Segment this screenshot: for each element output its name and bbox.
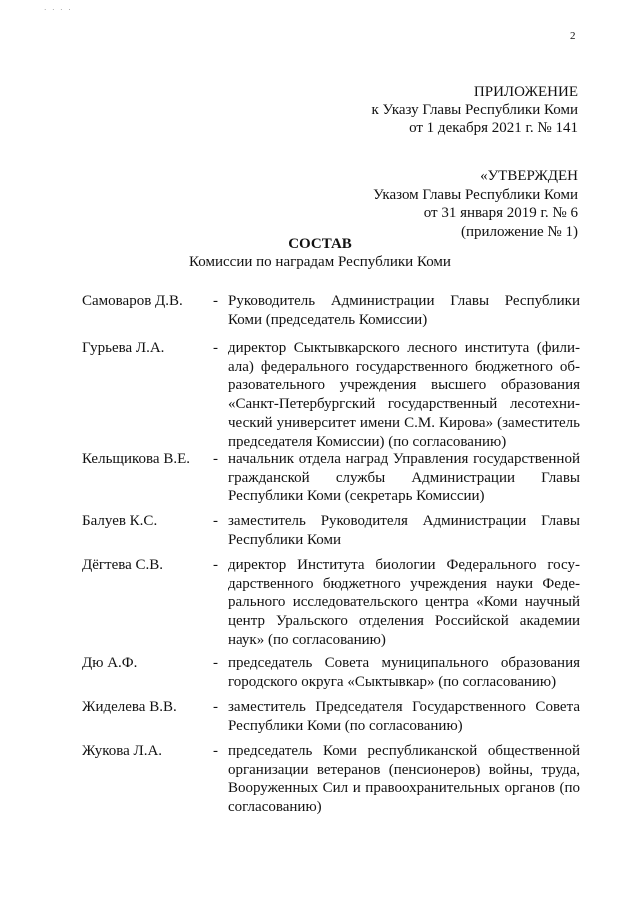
- member-role: заместитель Председателя Государственного Совета Республики Коми (по согласованию): [228, 699, 580, 734]
- member-entry: [82, 654, 580, 691]
- member-name: Дёгтева С.В.: [82, 557, 164, 573]
- approved-line-2: Указом Главы Республики Коми: [373, 186, 578, 203]
- appendix-line-1: ПРИЛОЖЕНИЕ: [473, 84, 578, 100]
- member-name: Балуев К.С.: [82, 513, 158, 529]
- appendix-line-2: к Указу Главы Республики Коми: [371, 102, 578, 118]
- member-dash: -: [213, 655, 218, 671]
- member-name: Жиделева В.В.: [82, 699, 177, 715]
- member-dash: -: [213, 557, 218, 573]
- member-role: Руководитель Администрации Главы Республики Коми (председатель Комиссии): [228, 293, 580, 328]
- member-name: Дю А.Ф.: [82, 655, 138, 671]
- approved-header: [373, 167, 578, 241]
- member-role: начальник отдела наград Управления государственной гражданской службы Администрации Главы Республики Коми (секретарь Комиссии): [228, 451, 580, 505]
- member-entry: [82, 556, 580, 650]
- member-entry: [82, 339, 580, 451]
- approved-line-4: (приложение № 1): [460, 223, 578, 240]
- member-entry: [82, 698, 580, 735]
- member-role: председатель Коми республиканской общественной организации ветеранов (пенсионеров) войны, труда, Вооруженных Сил и правоохранительных органов (по согласованию): [228, 743, 580, 816]
- member-entry: [82, 512, 580, 549]
- member-dash: -: [213, 293, 218, 309]
- document-title: СОСТАВ: [288, 236, 352, 252]
- member-dash: -: [213, 699, 218, 715]
- member-role: заместитель Руководителя Администрации Главы Республики Коми: [228, 513, 580, 548]
- member-name: Самоваров Д.В.: [82, 293, 183, 309]
- corner-mark: · · · ·: [44, 6, 73, 14]
- member-entry: [82, 292, 580, 329]
- appendix-line-3: от 1 декабря 2021 г. № 141: [409, 120, 578, 136]
- approved-line-3: от 31 января 2019 г. № 6: [423, 205, 578, 221]
- member-role: директор Сыктывкарского лесного института (филиала) федерального государственного бюджетного образовательного учреждения высшего образования «Санкт-Петербургский государственный лесотехнический университет имени С.М. Кирова» (заместитель председателя Комиссии) (по согласованию): [228, 340, 580, 450]
- member-entry: [82, 450, 580, 506]
- member-entry: [82, 742, 580, 817]
- member-dash: -: [213, 451, 218, 467]
- member-dash: -: [213, 743, 218, 759]
- member-name: Жукова Л.А.: [82, 743, 163, 759]
- member-role: директор Института биологии Федерального государственного бюджетного учреждения науки Федерального исследовательского центра «Коми научный центр Уральского отделения Российской академии наук» (по согласованию): [228, 557, 580, 648]
- member-name: Кельщикова В.Е.: [82, 451, 190, 467]
- page-number: 2: [570, 30, 576, 42]
- member-dash: -: [213, 513, 218, 529]
- appendix-header: [371, 83, 578, 137]
- member-dash: -: [213, 340, 218, 356]
- approved-line-1: «УТВЕРЖДЕН: [480, 168, 578, 184]
- member-name: Гурьева Л.А.: [82, 340, 165, 356]
- member-role: председатель Совета муниципального образования городского округа «Сыктывкар» (по согласованию): [228, 655, 580, 690]
- document-subtitle: Комиссии по наградам Республики Коми: [189, 254, 451, 270]
